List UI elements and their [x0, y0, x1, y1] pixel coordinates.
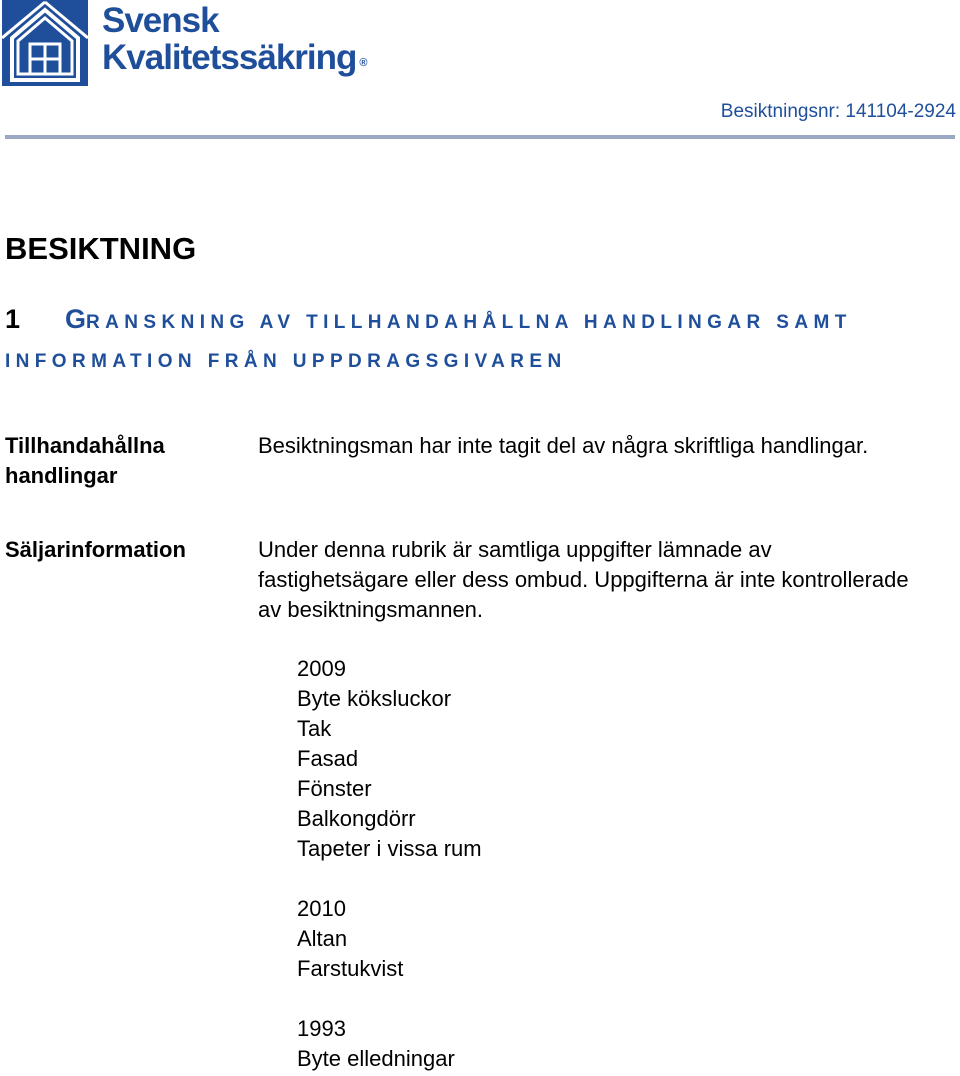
renovation-item: Fasad [297, 746, 359, 771]
seller-info-label: Säljarinformation [5, 537, 186, 562]
section-heading-line-2: INFORMATION FRÅN UPPDRAGSGIVAREN [5, 351, 567, 372]
header-divider [5, 135, 955, 139]
renovation-year: 2010 [297, 896, 346, 921]
renovation-group-2010 [297, 894, 403, 984]
renovation-item: Farstukvist [297, 956, 404, 981]
brand-line-2 [102, 38, 368, 77]
documents-label-line-1: Tillhandahållna [5, 433, 165, 458]
renovation-item: Altan [297, 926, 348, 951]
section-number: 1 [5, 304, 21, 334]
documents-text: Besiktningsman har inte tagit del av några skriftliga handlingar. [258, 433, 869, 458]
registered-mark: ® [359, 57, 368, 69]
section-heading [5, 301, 955, 380]
brand-line-1: Svensk [102, 1, 219, 40]
renovation-item: Tak [297, 716, 332, 741]
house-logo-icon [2, 0, 88, 86]
brand-name [102, 1, 368, 77]
renovation-item: Byte köksluckor [297, 686, 452, 711]
document-title: BESIKTNING [5, 231, 197, 266]
seller-info-text: Under denna rubrik är samtliga uppgifter lämnade av fastighetsägare eller dess ombud. Uppgifterna är inte kontrollerade av besiktningsmannen. [258, 537, 909, 622]
renovation-item: Fönster [297, 776, 372, 801]
section-heading-initial: G [65, 304, 87, 334]
renovation-item: Balkongdörr [297, 806, 416, 831]
renovation-item: Byte elledningar [297, 1046, 455, 1071]
renovation-item: Tapeter i vissa rum [297, 836, 482, 861]
brand-line-2-text: Kvalitetssäkring [102, 38, 357, 77]
renovation-group-1993 [297, 1014, 455, 1074]
section-heading-line-1: RANSKNING AV TILLHANDAHÅLLNA HANDLINGAR SAMT [86, 312, 852, 333]
renovation-group-2009 [297, 654, 482, 864]
inspection-number: Besiktningsnr: 141104-2924 [720, 101, 956, 122]
renovation-year: 2009 [297, 656, 346, 681]
company-logo [2, 0, 402, 92]
renovation-year: 1993 [297, 1016, 346, 1041]
documents-label-line-2: handlingar [5, 463, 118, 488]
documents-label [5, 431, 165, 491]
